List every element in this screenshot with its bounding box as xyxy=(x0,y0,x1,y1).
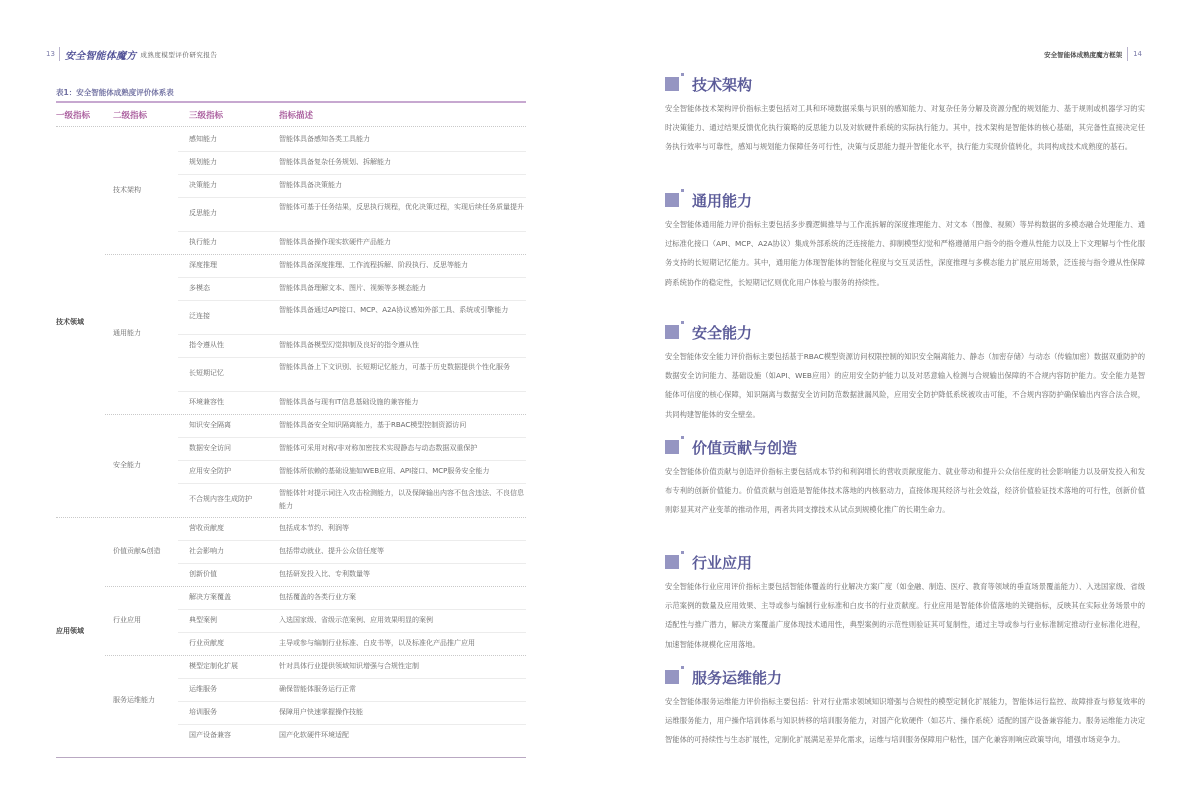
row-divider xyxy=(178,197,526,198)
level3-indicator: 知识安全隔离 xyxy=(189,421,231,429)
brand-logo-text: 安全智能体魔方 xyxy=(64,50,137,62)
indicator-description: 智能体所依赖的基础设施如WEB应用、API接口、MCP服务安全能力 xyxy=(279,467,490,475)
indicator-description: 针对具体行业提供领域知识增强与合规性定制 xyxy=(279,662,419,670)
level3-indicator: 多模态 xyxy=(189,284,210,292)
row-divider xyxy=(178,231,526,232)
column-header-level2: 二级指标 xyxy=(113,111,148,121)
level3-indicator: 执行能力 xyxy=(189,238,217,246)
section-tech-architecture xyxy=(665,72,1145,157)
row-divider xyxy=(178,151,526,152)
section-title: 安全能力 xyxy=(692,323,753,342)
section-body: 安全智能体通用能力评价指标主要包括多步骤逻辑推导与工作流拆解的深度推理能力、对文本（图像、视频）等异构数据的多模态融合处理能力、通过标准化接口（API、MCP、A2A协议）集成外部系统的泛连接能力、抑制模型幻觉和严格遵循用户指令的指令遵从性能力以及上下文理解与个性化服务支持的长短期记忆能力。其中，通用能力体现智能体的智能化程度与交互灵活性，深度推理与多模态能力扩展应用场景，泛连接与指令遵从性保障跨系统协作的稳定性，长短期记忆则优化用户体验与服务的持续性。 xyxy=(665,220,1145,287)
level3-indicator: 典型案例 xyxy=(189,616,217,624)
section-square-icon xyxy=(665,670,679,684)
level2-indicator: 服务运维能力 xyxy=(113,696,155,704)
level3-indicator: 运维服务 xyxy=(189,685,217,693)
section-square-icon xyxy=(665,325,679,339)
indicator-description: 智能体可采用对称/非对称加密技术实现静态与动态数据双重保护 xyxy=(279,444,478,452)
table-top-rule xyxy=(56,101,526,103)
section-body: 安全智能体技术架构评价指标主要包括对工具和环境数据采集与识别的感知能力、对复杂任务分解及资源分配的规划能力、基于规则或机器学习的实时决策能力、通过结果反馈优化执行策略的反思能力以及对软硬件系统的实际执行能力。其中，技术架构是智能体的核心基础，其完备性直接决定任务执行效率与可靠性，感知与规划能力保障任务可行性，决策与反思能力提升智能化水平，执行能力实现价值转化，共同构成技术成熟度的基石。 xyxy=(665,104,1145,152)
level3-indicator: 决策能力 xyxy=(189,181,217,189)
level3-indicator: 模型定制化扩展 xyxy=(189,662,238,670)
right-running-header xyxy=(1044,47,1142,61)
row-divider xyxy=(178,483,526,484)
row-divider xyxy=(178,277,526,278)
indicator-description: 入选国家级、省级示范案例、应用效果明显的案例 xyxy=(279,616,433,624)
indicator-description: 智能体具备与现有IT信息基础设施的兼容能力 xyxy=(279,398,419,406)
level2-indicator: 技术架构 xyxy=(113,186,141,194)
indicator-description: 智能体具备模型幻觉抑制及良好的指令遵从性 xyxy=(279,341,419,349)
indicator-description: 包括带动就业、提升公众信任度等 xyxy=(279,547,384,555)
level3-indicator: 反思能力 xyxy=(189,209,217,217)
group-divider xyxy=(105,414,526,415)
section-security-capability xyxy=(665,320,1145,424)
group-divider xyxy=(105,254,526,255)
level3-indicator: 社会影响力 xyxy=(189,547,224,555)
level2-indicator: 价值贡献&创造 xyxy=(113,546,161,555)
row-divider xyxy=(178,334,526,335)
header-divider-line xyxy=(56,126,526,127)
indicator-description: 国产化软硬件环境适配 xyxy=(279,731,349,739)
row-divider xyxy=(178,357,526,358)
section-title: 价值贡献与创造 xyxy=(692,438,798,457)
section-square-icon xyxy=(665,77,679,91)
level3-indicator: 解决方案覆盖 xyxy=(189,593,231,601)
indicator-description: 智能体具备上下文识别、长短期记忆能力，可基于历史数据提供个性化服务 xyxy=(279,363,510,371)
row-divider xyxy=(178,174,526,175)
level3-indicator: 指令遵从性 xyxy=(189,341,224,349)
indicator-description: 智能体可基于任务结果，反思执行规程，优化决策过程，实现后续任务质量提升 xyxy=(279,203,524,211)
report-subtitle: 成熟度模型评价研究报告 xyxy=(140,50,218,59)
level3-indicator: 环境兼容性 xyxy=(189,398,224,406)
row-divider xyxy=(178,724,526,725)
indicator-description: 智能体针对提示词注入攻击检测能力，以及保障输出内容不包含违法、不良信息能力 xyxy=(279,489,524,510)
section-service-ops xyxy=(665,665,1145,750)
level3-indicator: 国产设备兼容 xyxy=(189,731,231,739)
table-caption: 表1：安全智能体成熟度评价体系表 xyxy=(56,88,174,97)
section-square-icon xyxy=(665,193,679,207)
indicator-description: 智能体具备操作现实软硬件产品能力 xyxy=(279,238,391,246)
header-divider xyxy=(1127,47,1128,61)
section-industry-application xyxy=(665,550,1145,654)
level3-indicator: 创新价值 xyxy=(189,570,217,578)
level1-indicator: 技术领域 xyxy=(56,317,84,326)
indicator-description: 包括研发投入比、专利数量等 xyxy=(279,570,370,578)
row-divider xyxy=(178,563,526,564)
section-body: 安全智能体行业应用评价指标主要包括智能体覆盖的行业解决方案广度（如金融、制造、医疗、教育等领域的垂直场景覆盖能力）、入选国家级、省级示范案例的数量及应用效果、主导或参与编制行业标准和白皮书的行业贡献度。行业应用是智能体价值落地的关键指标，反映其在实际业务场景中的适配性与推广潜力，解决方案覆盖广度体现技术通用性，典型案例的示范性则验证其可复制性，通过主导或参与行业标准制定推动行业标准化进程，加速智能体规模化应用落地。 xyxy=(665,582,1145,649)
indicator-description: 保障用户快速掌握操作技能 xyxy=(279,708,363,716)
level3-indicator: 营收贡献度 xyxy=(189,524,224,532)
indicator-description: 智能体具备决策能力 xyxy=(279,181,342,189)
framework-title: 安全智能体成熟度魔方框架 xyxy=(1044,50,1123,59)
level3-indicator: 感知能力 xyxy=(189,135,217,143)
level3-indicator: 规划能力 xyxy=(189,158,217,166)
level2-indicator: 行业应用 xyxy=(113,615,141,624)
level3-indicator: 深度推理 xyxy=(189,261,217,269)
indicator-description: 主导或参与编制行业标准、白皮书等，以及标准化产品推广应用 xyxy=(279,639,475,647)
row-divider xyxy=(178,540,526,541)
section-square-icon xyxy=(665,555,679,569)
section-title: 行业应用 xyxy=(692,553,753,572)
table-bottom-rule xyxy=(56,757,526,758)
row-divider xyxy=(178,437,526,438)
page-number: 13 xyxy=(46,50,55,58)
level3-indicator: 长短期记忆 xyxy=(189,369,224,377)
indicator-description: 包括成本节约、利润等 xyxy=(279,524,349,532)
row-divider xyxy=(178,678,526,679)
row-divider xyxy=(178,300,526,301)
indicator-description: 智能体具备复杂任务规划、拆解能力 xyxy=(279,158,391,166)
level3-indicator: 应用安全防护 xyxy=(189,467,231,475)
group-divider xyxy=(105,655,526,656)
indicator-description: 包括覆盖的各类行业方案 xyxy=(279,593,356,601)
indicator-description: 智能体具备通过API接口、MCP、A2A协议感知外部工具、系统或引擎能力 xyxy=(279,306,509,314)
section-body: 安全智能体安全能力评价指标主要包括基于RBAC模型资源访问权限控制的知识安全隔离能力、静态（加密存储）与动态（传输加密）数据双重防护的数据安全访问能力、基础设施（如API、WEB应用）的应用安全防护能力以及对恶意输入检测与合规输出保障的不合规内容防护能力。安全能力是智能体可信度的核心保障，知识隔离与数据安全访问防范数据泄漏风险，应用安全防护降低系统被攻击可能，不合规内容防护确保输出内容合法合规，共同构建智能体的安全壁垒。 xyxy=(665,352,1145,419)
row-divider xyxy=(178,609,526,610)
group-divider xyxy=(105,586,526,587)
column-header-description: 指标描述 xyxy=(279,111,314,121)
table-header-row xyxy=(56,106,526,124)
left-running-header xyxy=(46,47,217,61)
section-value-contribution xyxy=(665,435,1145,520)
level3-indicator: 泛连接 xyxy=(189,312,210,320)
section-body: 安全智能体服务运维能力评价指标主要包括：针对行业需求领域知识增强与合规性的模型定制化扩展能力，智能体运行监控、故障排查与修复效率的运维服务能力，用户操作培训体系与知识转移的培训服务能力，对国产化软硬件（如芯片、操作系统）适配的国产设备兼容能力。服务运维能力决定智能体的可持续性与生态扩展性，定制化扩展满足差异化需求，运维与培训服务保障用户粘性，国产化兼容则响应政策导向，增强市场竞争力。 xyxy=(665,697,1145,745)
level3-indicator: 行业贡献度 xyxy=(189,639,224,647)
row-divider xyxy=(178,632,526,633)
section-body: 安全智能体价值贡献与创造评价指标主要包括成本节约和利润增长的营收贡献度能力、就业带动和提升公众信任度的社会影响能力以及研发投入和发布专利的创新价值能力。价值贡献与创造是智能体技术落地的内核驱动力，直接体现其经济与社会效益，经济价值验证技术落地的可行性，创新价值则彰显其对产业变革的推动作用，两者共同支撑技术从试点到规模化推广的长期生命力。 xyxy=(665,467,1145,515)
indicator-description: 智能体具备安全知识隔离能力，基于RBAC模型控制资源访问 xyxy=(279,421,467,429)
indicator-description: 确保智能体服务运行正常 xyxy=(279,685,356,693)
indicator-description: 智能体具备深度推理、工作流程拆解、阶段执行、反思等能力 xyxy=(279,261,468,269)
column-header-level1: 一级指标 xyxy=(56,111,91,121)
section-square-icon xyxy=(665,440,679,454)
domain-divider xyxy=(56,517,526,518)
header-divider xyxy=(59,47,60,61)
indicator-description: 智能体具备感知各类工具能力 xyxy=(279,135,370,143)
level3-indicator: 培训服务 xyxy=(189,708,217,716)
section-general-capability xyxy=(665,188,1145,292)
level2-indicator: 通用能力 xyxy=(113,329,141,337)
row-divider xyxy=(178,701,526,702)
level1-indicator: 应用领域 xyxy=(56,627,84,635)
section-title: 服务运维能力 xyxy=(692,668,783,687)
row-divider xyxy=(178,391,526,392)
row-divider xyxy=(178,460,526,461)
indicator-description: 智能体具备理解文本、图片、视频等多模态能力 xyxy=(279,284,426,292)
column-header-level3: 三级指标 xyxy=(189,111,224,121)
level3-indicator: 不合规内容生成防护 xyxy=(189,495,252,503)
section-title: 技术架构 xyxy=(692,75,753,94)
level2-indicator: 安全能力 xyxy=(113,460,141,469)
page-number: 14 xyxy=(1133,50,1142,58)
level3-indicator: 数据安全访问 xyxy=(189,444,231,452)
section-title: 通用能力 xyxy=(692,191,753,210)
